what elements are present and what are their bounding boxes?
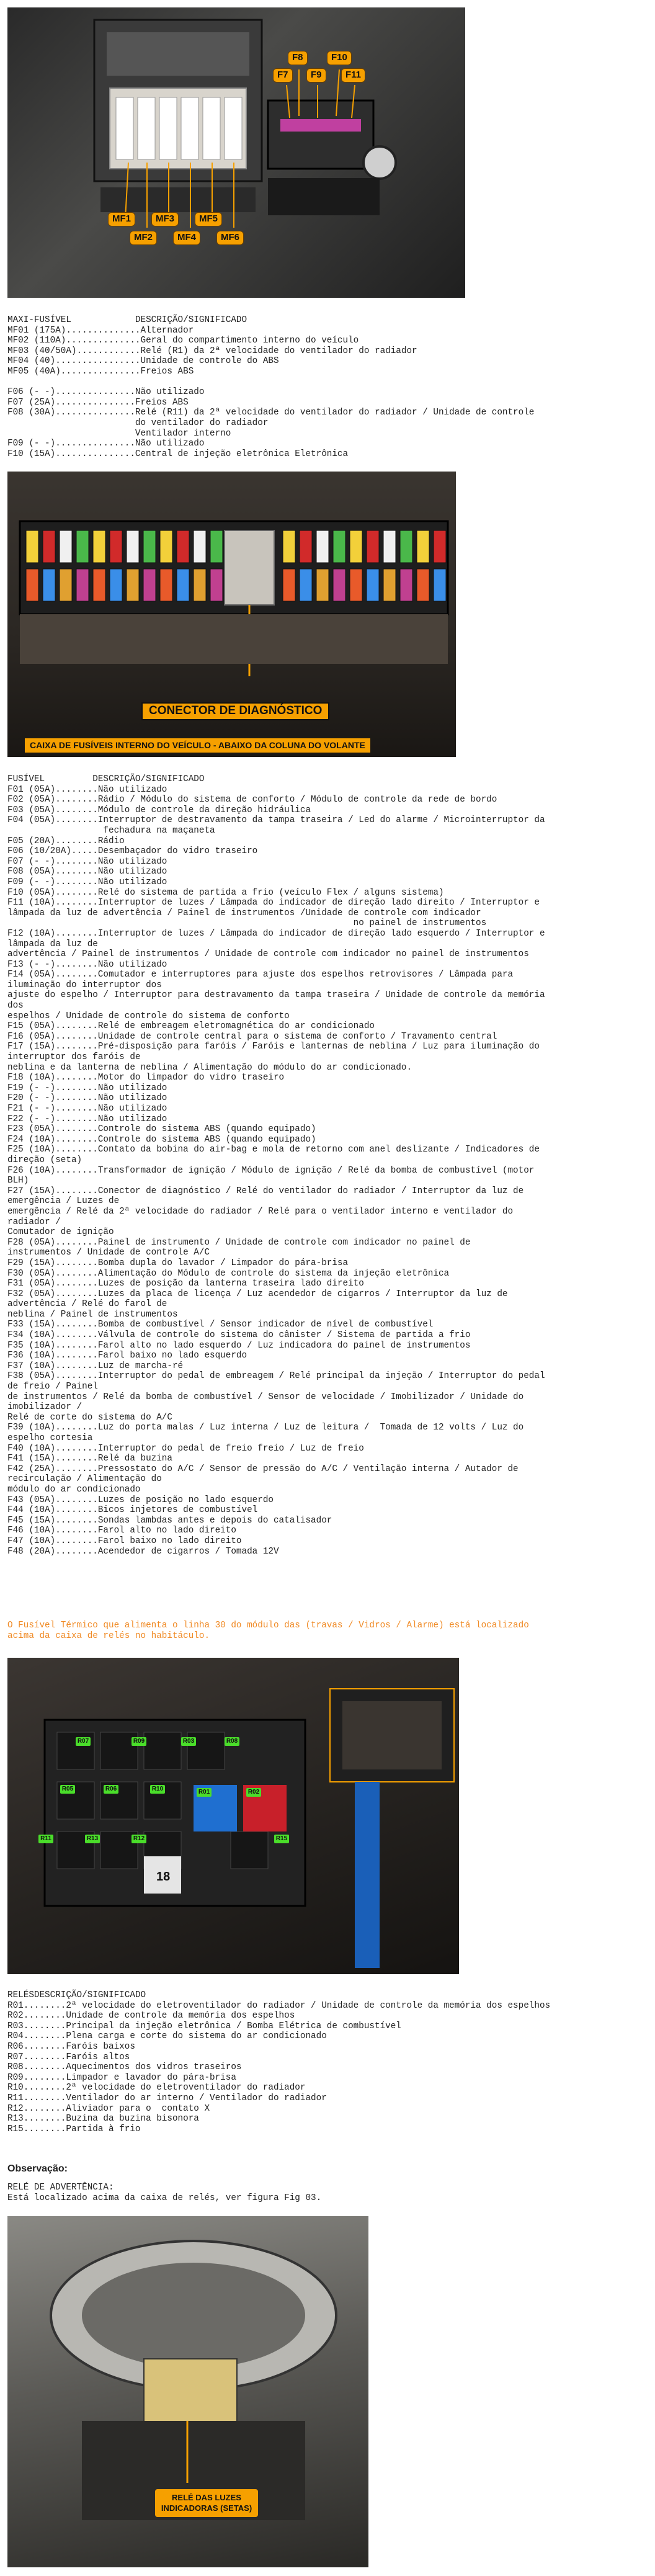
fuse-line: MAXI-FUSÍVEL DESCRIÇÃO/SIGNIFICADO xyxy=(7,315,247,325)
fuse-line: F33 (15A)........Bomba de combustível / Sensor indicador de nível de combustível xyxy=(7,1320,434,1330)
relay-r15: R15 xyxy=(274,1835,289,1843)
fuse-line: F29 (15A)........Bomba dupla do lavador / Limpador do pára-brisa xyxy=(7,1258,349,1268)
label-f7: F7 xyxy=(273,68,293,83)
fuse-line: F10 (05A)........Relé do sistema de partida a frio (veículo Flex / alguns sistema) xyxy=(7,887,444,898)
fuse-line: F03 (05A)........Módulo de controle da direção hidráulica xyxy=(7,805,311,815)
relay-line: R12........Aliviador para o contato X xyxy=(7,2103,210,2114)
relay-box-illustration xyxy=(7,1658,459,1974)
fuse-blade xyxy=(127,530,139,563)
fuse-blade xyxy=(383,530,396,563)
fuse-line: BLH) xyxy=(7,1176,29,1186)
fuse-blade xyxy=(93,530,105,563)
fuse-line: Ventilador interno xyxy=(7,428,231,439)
relay-r09: R09 xyxy=(131,1737,146,1746)
fuse-line: emergência / Relé da 2ª velocidade do radiador / Relé para o ventilador interno e ventilador do xyxy=(7,1206,514,1217)
label-mf6: MF6 xyxy=(216,231,244,245)
fuse-blade xyxy=(283,530,295,563)
fuse-blade xyxy=(417,530,429,563)
fuse-line: F18 (10A)........Motor do limpador do vidro traseiro xyxy=(7,1073,285,1083)
fuse-blade xyxy=(300,569,312,601)
fuse-blade xyxy=(367,530,379,563)
diagnostic-connector-callout: CONECTOR DE DIAGNÓSTICO xyxy=(141,702,329,720)
fuse-line: Comutador de ignição xyxy=(7,1227,114,1238)
fuse-line: lâmpada da luz de xyxy=(7,939,98,949)
fuse-blade xyxy=(110,569,122,601)
fuse-line: F17 (15A)........Pré-disposição para faróis / Faróis e lanternas de neblina / Luz para iluminação do xyxy=(7,1042,540,1052)
fuse-line: MF01 (175A)..............Alternador xyxy=(7,325,194,336)
relay-line: R09........Limpador e lavador do pára-brisa xyxy=(7,2072,236,2083)
relay-r03: R03 xyxy=(181,1737,196,1746)
fuse-blade xyxy=(210,530,223,563)
fuse-blade xyxy=(26,569,38,601)
fuse-line: F32 (05A)........Luzes da placa de licença / Luz acendedor de cigarros / Interruptor da luz de xyxy=(7,1289,508,1299)
relay-line: R02........Unidade de controle da memória dos espelhos xyxy=(7,2011,295,2021)
relay-box-photo xyxy=(7,1658,459,1974)
fuse-line: Relé de corte do sistema do A/C xyxy=(7,1412,172,1423)
fuse-line: MF03 (40/50A)............Relé (R1) da 2ª velocidade do ventilador do radiador xyxy=(7,346,417,356)
fuse-line: F13 (- -)........Não utilizado xyxy=(7,959,167,970)
fuse-line: F07 (- -)........Não utilizado xyxy=(7,856,167,867)
fuse-line: F42 (25A)........Pressostato do A/C / Sensor de pressão do A/C / Ventilação interna / Autador de xyxy=(7,1464,519,1474)
fuse-line: F24 (10A)........Controle do sistema ABS (quando equipado) xyxy=(7,1134,316,1145)
fuse-blade xyxy=(143,530,156,563)
relay-r07: R07 xyxy=(76,1737,91,1746)
fuse-blade xyxy=(383,569,396,601)
relay-line: R07........Faróis altos xyxy=(7,2052,130,2062)
fuse-blade xyxy=(367,569,379,601)
relay-line: RELÉSDESCRIÇÃO/SIGNIFICADO xyxy=(7,1990,146,2000)
fuse-line: do ventilador do radiador xyxy=(7,418,269,428)
fuse-blade xyxy=(283,569,295,601)
fuse-line: F08 (05A)........Não utilizado xyxy=(7,867,167,877)
fuse-line: F15 (05A)........Relé de embreagem eletromagnética do ar condicionado xyxy=(7,1021,375,1032)
fuse-blade xyxy=(43,530,55,563)
fuse-line: no painel de instrumentos xyxy=(7,918,487,929)
note-line: acima da caixa de relés no habitáculo. xyxy=(7,1630,210,1641)
fuse-blade xyxy=(60,569,72,601)
fuse-blade xyxy=(93,569,105,601)
relay-list xyxy=(7,1990,550,2134)
fuse-line: F09 (- -)...............Não utilizado xyxy=(7,439,205,449)
fuse-blade xyxy=(400,530,412,563)
fuse-line: advertência / Relé do farol de xyxy=(7,1299,167,1310)
relay-line: R13........Buzina da buzina bisonora xyxy=(7,2114,199,2124)
fuse-line: MF04 (40)................Unidade de controle do ABS xyxy=(7,356,279,367)
fuse-blade xyxy=(160,569,172,601)
label-mf5: MF5 xyxy=(195,212,222,226)
fuse-list xyxy=(7,774,545,1557)
fuse-line: F16 (05A)........Unidade de controle central para o sistema de conforto / Travamento central xyxy=(7,1031,497,1042)
fuse-line: F23 (05A)........Controle do sistema ABS (quando equipado) xyxy=(7,1124,316,1135)
fuse-line: F14 (05A)........Comutador e interruptores para ajuste dos espelhos retrovisores / Lâmpada para xyxy=(7,970,514,980)
fuse-line: F47 (10A)........Farol baixo no lado direito xyxy=(7,1536,242,1546)
fuse-line: F48 (20A)........Acendedor de cigarros / Tomada 12V xyxy=(7,1546,279,1557)
fuse-line: interruptor dos faróis de xyxy=(7,1052,141,1063)
fuse-blade xyxy=(160,530,172,563)
fuse-line: F44 (10A)........Bicos injetores de combustível xyxy=(7,1505,258,1516)
label-f8: F8 xyxy=(288,51,308,65)
fuse-blade xyxy=(434,530,446,563)
fuse-blade xyxy=(194,530,206,563)
fuse-blade xyxy=(333,530,345,563)
fuse-line: advertência / Painel de instrumentos / Unidade de controle com indicador no painel de instrumentos xyxy=(7,949,529,960)
relay-r10: R10 xyxy=(150,1785,165,1794)
fuse-line: lâmpada da luz de advertência / Painel de instrumentos /Unidade de controle com indicador xyxy=(7,908,481,918)
fuse-blade xyxy=(400,569,412,601)
fuse-blade xyxy=(316,530,329,563)
relay-line: R03........Principal da injeção eletrônica / Bomba Elétrica de combustível xyxy=(7,2021,401,2031)
fuse-line: F36 (10A)........Farol baixo no lado esquerdo xyxy=(7,1351,247,1361)
fuse-line: MF05 (40A)...............Freios ABS xyxy=(7,366,194,377)
fuse-line: F22 (- -)........Não utilizado xyxy=(7,1114,167,1124)
fuse-line: F40 (10A)........Interruptor do pedal de freio freio / Luz de freio xyxy=(7,1443,364,1454)
fuse-blade xyxy=(333,569,345,601)
observation-line: Está localizado acima da caixa de relés, ver figura Fig 03. xyxy=(7,2193,322,2203)
fuse-blade xyxy=(43,569,55,601)
fuse-blade xyxy=(194,569,206,601)
fuse-line: fechadura na maçaneta xyxy=(7,825,215,836)
fuse-line: imobilizador / xyxy=(7,1402,82,1413)
fuse-line: F31 (05A)........Luzes de posição da lanterna traseira lado direito xyxy=(7,1279,364,1289)
fuse-line: de instrumentos / Relé da bomba de combustível / Sensor de velocidade / Imobilizador / Unidade do xyxy=(7,1392,524,1402)
fuse-line: radiador / xyxy=(7,1217,61,1227)
turn-signal-relay-label: RELÉ DAS LUZES INDICADORAS (SETAS) xyxy=(155,2489,258,2517)
fuse-line: F45 (15A)........Sondas lambdas antes e depois do catalisador xyxy=(7,1515,332,1526)
fuse-line: espelhos / Unidade de controle do sistema de conforto xyxy=(7,1011,290,1021)
fuse-line: direção (seta) xyxy=(7,1155,82,1165)
fuse-line: de freio / Painel xyxy=(7,1382,98,1392)
relay-line: R01........2ª velocidade do eletroventilador do radiador / Unidade de controle da memória dos espelhos xyxy=(7,2000,551,2011)
fuse-line: F37 (10A)........Luz de marcha-ré xyxy=(7,1361,184,1371)
fuse-blade xyxy=(350,569,362,601)
fuse-line: instrumentos / Unidade de controle A/C xyxy=(7,1248,210,1258)
fuse-line: F10 (15A)...............Central de injeção eletrônica Eletrônica xyxy=(7,449,349,459)
relay-r08: R08 xyxy=(225,1737,239,1746)
fuse-line: F08 (30A)...............Relé (R11) da 2ª velocidade do ventilador do radiador / Unidade de controle xyxy=(7,408,535,418)
relay-line: R15........Partida à frio xyxy=(7,2124,141,2134)
fuse-blade xyxy=(76,530,89,563)
fuse-line: F27 (15A)........Conector de diagnóstico / Relé do ventilador do radiador / Interruptor da luz de xyxy=(7,1186,524,1196)
thermal-fuse-note xyxy=(7,1621,529,1641)
fuse-line: F12 (10A)........Interruptor de luzes / Lâmpada do indicador de direção lado esquerdo / Interruptor e xyxy=(7,928,545,939)
fuse-line: F02 (05A)........Rádio / Módulo do sistema de conforto / Módulo de controle da rede de bordo xyxy=(7,795,497,805)
relay-18-label: 18 xyxy=(156,1870,171,1884)
fuse-line: F20 (- -)........Não utilizado xyxy=(7,1093,167,1104)
relay-line: R10........2ª velocidade do eletroventilador do radiador xyxy=(7,2083,306,2093)
fuse-blade xyxy=(143,569,156,601)
fuse-blade xyxy=(110,530,122,563)
fuse-blade xyxy=(210,569,223,601)
fuse-line: F38 (05A)........Interruptor do pedal de embreagem / Relé principal da injeção / Interruptor do pedal xyxy=(7,1371,545,1382)
label-mf2: MF2 xyxy=(130,231,157,245)
relay-r12: R12 xyxy=(131,1835,146,1843)
relay-r06: R06 xyxy=(104,1785,118,1794)
fuse-line: F06 (- -)...............Não utilizado xyxy=(7,387,205,398)
fuse-line: recirculação / Alimentação do xyxy=(7,1474,162,1485)
relay-r13: R13 xyxy=(85,1835,100,1843)
fuse-line: F39 (10A)........Luz do porta malas / Luz interna / Luz de leitura / Tomada de 12 volts / Luz do xyxy=(7,1423,524,1433)
fuse-line: F41 (15A)........Relé da buzina xyxy=(7,1454,172,1464)
fuse-line: dos xyxy=(7,1001,24,1011)
fuse-line: F04 (05A)........Interruptor de destravamento da tampa traseira / Led do alarme / Microinterruptor da xyxy=(7,815,545,826)
fuse-line: emergência / Luzes de xyxy=(7,1196,120,1207)
interior-fuse-box-caption: CAIXA DE FUSÍVEIS INTERNO DO VEÍCULO - ABAIXO DA COLUNA DO VOLANTE xyxy=(25,738,370,753)
fuse-line: FUSÍVEL DESCRIÇÃO/SIGNIFICADO xyxy=(7,774,205,784)
fuse-line: F01 (05A)........Não utilizado xyxy=(7,784,167,795)
fuse-blade xyxy=(177,569,189,601)
fuse-blade xyxy=(350,530,362,563)
relay-line: R11........Ventilador do ar interno / Ventilador do radiador xyxy=(7,2093,327,2103)
fuse-line: F09 (- -)........Não utilizado xyxy=(7,877,167,887)
note-line: O Fusível Térmico que alimenta o linha 30 do módulo das (travas / Vidros / Alarme) está localizado xyxy=(7,1621,529,1630)
fuse-line: neblina / Painel de instrumentos xyxy=(7,1309,178,1320)
relay-line: R08........Aquecimentos dos vidros traseiros xyxy=(7,2062,242,2073)
label-mf1: MF1 xyxy=(108,212,135,226)
observation-text xyxy=(7,2183,321,2203)
label-mf3: MF3 xyxy=(151,212,179,226)
fuse-line: ajuste do espelho / Interruptor para destravamento da tampa traseira / Unidade de controle da memória xyxy=(7,990,545,1001)
fuse-blade xyxy=(434,569,446,601)
relay-line: R06........Faróis baixos xyxy=(7,2041,135,2052)
fuse-line: F28 (05A)........Painel de instrumento / Unidade de controle com indicador no painel de xyxy=(7,1237,471,1248)
fuse-line: F06 (10/20A).....Desembaçador do vidro traseiro xyxy=(7,846,258,857)
fuse-blade xyxy=(177,530,189,563)
fuse-line: F30 (05A)........Alimentação do Módulo de controle do sistema da injeção eletrônica xyxy=(7,1268,450,1279)
fuse-line: MF02 (110A)..............Geral do compartimento interno do veículo xyxy=(7,336,359,346)
fuse-line: F25 (10A)........Contato da bobina do air-bag e mola de retorno com anel deslizante / Indicadores de xyxy=(7,1145,540,1155)
fuse-line: F34 (10A)........Válvula de controle do sistema do cânister / Sistema de partida a frio xyxy=(7,1330,471,1341)
fuse-line: neblina e da lanterna de neblina / Alimentação do módulo do ar condicionado. xyxy=(7,1062,412,1073)
fuse-line: F05 (20A)........Rádio xyxy=(7,836,125,846)
fuse-blade xyxy=(127,569,139,601)
label-f10: F10 xyxy=(327,51,352,65)
fuse-line: F21 (- -)........Não utilizado xyxy=(7,1104,167,1114)
fuse-line: espelho cortesia xyxy=(7,1433,93,1443)
fuse-line: F43 (05A)........Luzes de posição no lado esquerdo xyxy=(7,1495,274,1505)
relay-r01: R01 xyxy=(197,1788,212,1797)
label-f11: F11 xyxy=(341,68,365,83)
fuse-line xyxy=(7,377,534,388)
fuse-blade xyxy=(76,569,89,601)
maxi-fuse-list xyxy=(7,315,534,459)
label-mf4: MF4 xyxy=(173,231,200,245)
turn-signal-relay-photo xyxy=(7,2216,368,2567)
fuse-box-illustration xyxy=(7,7,465,298)
fuse-line: F11 (10A)........Interruptor de luzes / Lâmpada do indicador de direção lado direito / Interruptor e xyxy=(7,898,540,908)
fuse-line: F46 (10A)........Farol alto no lado direito xyxy=(7,1526,236,1536)
fuse-blade xyxy=(417,569,429,601)
relay-r05: R05 xyxy=(60,1785,75,1794)
fuse-blade xyxy=(60,530,72,563)
interior-fuse-box-photo xyxy=(7,472,456,757)
relay-line: R04........Plena carga e corte do sistema do ar condicionado xyxy=(7,2031,327,2042)
fuse-blade xyxy=(300,530,312,563)
fuse-line: iluminação do interruptor dos xyxy=(7,980,162,990)
relay-r11: R11 xyxy=(38,1835,53,1843)
fuse-line: F19 (- -)........Não utilizado xyxy=(7,1083,167,1093)
fuse-blade xyxy=(316,569,329,601)
label-f9: F9 xyxy=(306,68,326,83)
relay-r02: R02 xyxy=(246,1788,261,1797)
observation-title: Observação: xyxy=(7,2163,68,2174)
fuse-line: F26 (10A)........Transformador de ignição / Módulo de ignição / Relé da bomba de combustível (motor xyxy=(7,1165,535,1176)
observation-line: RELÉ DE ADVERTÊNCIA: xyxy=(7,2183,114,2193)
fuse-line: F35 (10A)........Farol alto no lado esquerdo / Luz indicadora do painel de instrumentos xyxy=(7,1340,471,1351)
fuse-blade xyxy=(26,530,38,563)
engine-fuse-box-photo xyxy=(7,7,465,298)
fuse-line: módulo do ar condicionado xyxy=(7,1484,141,1495)
fuse-line: F07 (25A)...............Freios ABS xyxy=(7,397,189,408)
